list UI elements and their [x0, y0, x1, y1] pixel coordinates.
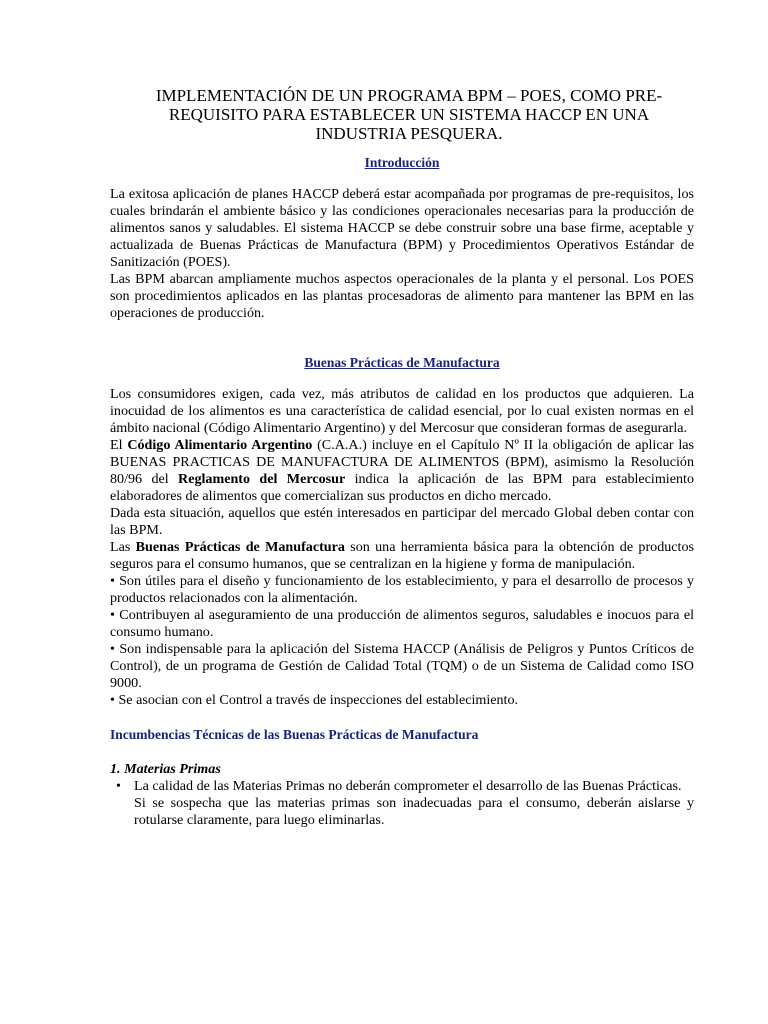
- intro-heading: Introducción: [364, 155, 440, 170]
- intro-paragraph-2: Las BPM abarcan ampliamente muchos aspectos operacionales de la planta y el personal. Los POES son procedimientos aplicados en las plantas procesadoras de alimento para mantener las BPM en las operaciones de producción.: [110, 271, 694, 321]
- bpm-paragraph-4: [110, 539, 694, 573]
- bpm-bullet-4: • Se asocian con el Control a través de inspecciones del establecimiento.: [110, 692, 519, 708]
- list-item-text-2: Si se sospecha que las materias primas son inadecuadas para el consumo, deberán aislarse y rotularse claramente, para luego eliminarlas.: [134, 795, 694, 828]
- p4-text-a: Las: [110, 539, 136, 555]
- list-item: [110, 778, 694, 829]
- intro-paragraph-1: La exitosa aplicación de planes HACCP deberá estar acompañada por programas de pre-requisitos, los cuales brindarán el ambiente básico y las condiciones operacionales necesarias para la producción de alimentos sanos y saludables. El sistema HACCP se debe construir sobre una base firme, aceptable y actualizada de Buenas Prácticas de Manufactura (BPM) y Procedimientos Operativos Estándar de Sanitización (POES).: [110, 186, 694, 270]
- incumbencias-heading: Incumbencias Técnicas de las Buenas Prácticas de Manufactura: [110, 727, 479, 742]
- bpm-bullet-1: • Son útiles para el diseño y funcionamiento de los establecimiento, y para el desarrollo de procesos y productos relacionados con la alimentación.: [110, 573, 694, 606]
- document-content: [110, 86, 694, 829]
- document-title: IMPLEMENTACIÓN DE UN PROGRAMA BPM – POES, COMO PRE-REQUISITO PARA ESTABLECER UN SISTEMA HACCP EN UNA INDUSTRIA PESQUERA.: [155, 86, 663, 143]
- bpm-paragraph-3: Dada esta situación, aquellos que estén interesados en participar del mercado Global deben contar con las BPM.: [110, 505, 694, 538]
- bullet-mark: •: [116, 778, 121, 794]
- p2-text-c: (C.A.A.) incluye en el Capítulo Nº II la obligación de aplicar las BUENAS PRACTICAS DE MANUFACTURA DE ALIMENTOS (BPM), asimismo la Resolución 80/96 del: [110, 437, 694, 487]
- bpm-bold: Buenas Prácticas de Manufactura: [135, 539, 345, 555]
- materias-primas-heading: 1. Materias Primas: [110, 761, 221, 777]
- materias-primas-list: [110, 778, 694, 829]
- p4-text-c: son una herramienta básica para la obtención de productos seguros para el consumo humanos, que se centralizan en la higiene y forma de manipulación.: [110, 539, 694, 572]
- bpm-bullet-3: • Son indispensable para la aplicación del Sistema HACCP (Análisis de Peligros y Puntos Críticos de Control), de un programa de Gestión de Calidad Total (TQM) o de un Sistema de Calidad como ISO 9000.: [110, 641, 694, 691]
- bpm-paragraph-1: Los consumidores exigen, cada vez, más atributos de calidad en los productos que adquieren. La inocuidad de los alimentos es una característica de calidad esencial, por lo cual existen normas en el ámbito nacional (Código Alimentario Argentino) y del Mercosur que consideran formas de asegurarla.: [110, 386, 694, 436]
- p2-text-e: indica la aplicación de las BPM para establecimiento elaboradores de alimentos que comercializan sus productos en dicho mercado.: [110, 471, 694, 504]
- p2-text-a: El: [110, 437, 128, 453]
- reglamento-mercosur-bold: Reglamento del Mercosur: [178, 471, 346, 487]
- codigo-alimentario-bold: Código Alimentario Argentino: [127, 437, 313, 453]
- bpm-bullet-2: • Contribuyen al aseguramiento de una producción de alimentos seguros, saludables e inocuos para el consumo humano.: [110, 607, 694, 640]
- list-item-text-1: La calidad de las Materias Primas no deberán comprometer el desarrollo de las Buenas Prácticas.: [134, 778, 682, 794]
- bpm-paragraph-2: [110, 437, 694, 505]
- bpm-heading: Buenas Prácticas de Manufactura: [304, 355, 500, 370]
